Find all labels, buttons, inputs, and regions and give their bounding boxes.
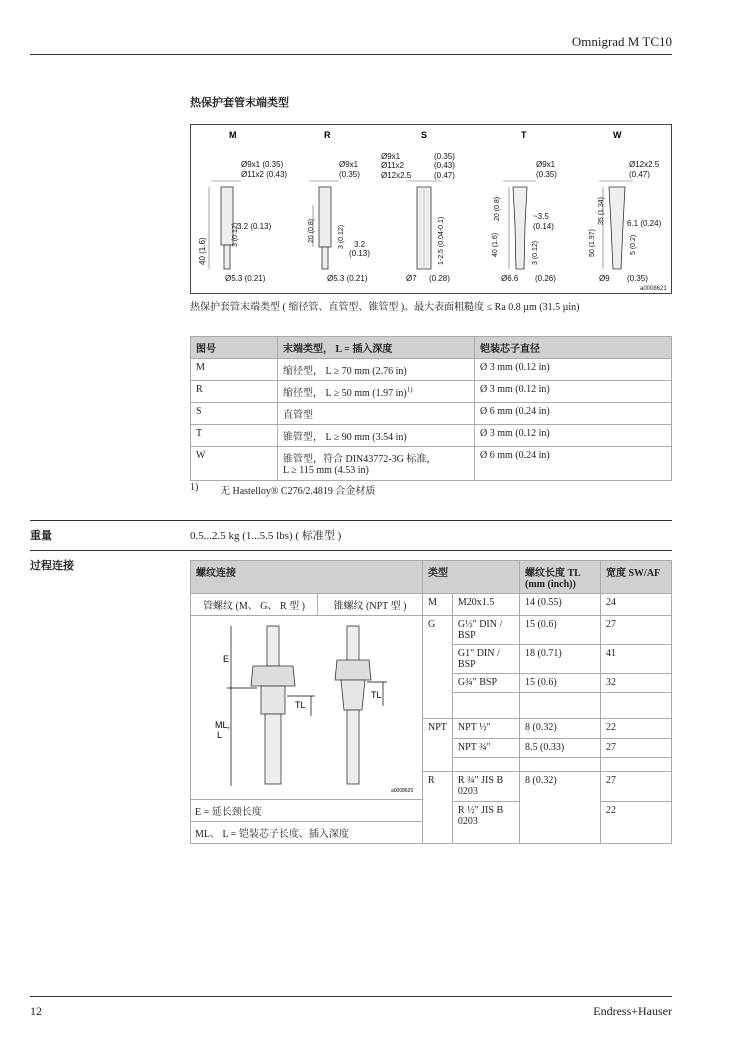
m-dim-tip: Ø5.3 (0.21) — [225, 274, 266, 283]
empty-cell — [520, 758, 601, 772]
brand-name: Endress+Hauser — [593, 1004, 672, 1018]
process-table — [190, 560, 672, 844]
empty-cell — [601, 693, 672, 719]
tip-dia: Ø 6 mm (0.24 in) — [475, 447, 672, 481]
tip-types-figure — [190, 124, 672, 294]
weight-value: 0.5...2.5 kg (1...5.5 lbs) ( 标准型 ) — [190, 530, 342, 542]
tip-type: 直管型 — [278, 403, 475, 425]
process-header-thread: 螺纹连接 — [191, 561, 423, 594]
header-rule — [30, 54, 672, 55]
w-dim-2: 35 (1.34) — [598, 196, 605, 225]
tip-type-cell — [278, 381, 475, 403]
fig-ml: ML, — [215, 720, 231, 730]
empty-cell — [601, 758, 672, 772]
thread-tl: 15 (0.6) — [520, 616, 601, 645]
tip-table — [190, 336, 672, 481]
process-figure-cell — [191, 616, 423, 844]
r-dim-tip: Ø5.3 (0.21) — [327, 274, 368, 283]
s-dim-4: 1-2.5 (0.04-0.1) — [438, 216, 445, 265]
tip-type: 锥管型， L ≥ 90 mm (3.54 in) — [278, 425, 475, 447]
thread-name: R ¾" JIS B 0203 — [452, 772, 519, 802]
s-dim-1: Ø9x1 — [381, 152, 401, 161]
t-dim-2: 20 (0.8) — [494, 196, 501, 221]
t-dim-5: 3 (0.12) — [532, 240, 539, 265]
tip-dia: Ø 3 mm (0.12 in) — [475, 425, 672, 447]
page-header-title: Omnigrad M TC10 — [571, 34, 672, 49]
tip-type: 缩径型， L ≥ 50 mm (1.97 in) — [283, 388, 407, 399]
thread-name: R ½" JIS B 0203 — [452, 802, 519, 844]
w-dim-3: 50 (1.97) — [589, 228, 596, 257]
thread-tl: 8 (0.32) — [520, 719, 601, 739]
r-dim-2: 20 (0.8) — [308, 218, 315, 243]
m-dim-3: 3.2 (0.13) — [237, 222, 272, 231]
empty-cell — [520, 693, 601, 719]
thread-sw: 27 — [601, 772, 672, 802]
weight-label: 重量 — [30, 530, 52, 542]
s-dim-tipb: (0.28) — [429, 274, 450, 283]
table-row — [191, 447, 672, 481]
thread-name: NPT ½" — [452, 719, 519, 739]
tip-dia: Ø 3 mm (0.12 in) — [475, 381, 672, 403]
t-dim-4: 40 (1.6) — [492, 232, 499, 257]
w-dim-tip: Ø9 — [599, 274, 610, 283]
s-val-2: (0.43) — [434, 161, 455, 170]
weight-rule — [30, 520, 672, 521]
thread-tl: 18 (0.71) — [520, 645, 601, 674]
tip-letter-t: T — [521, 130, 527, 140]
tip-letter-m: M — [229, 130, 237, 140]
tip-types-drawing — [191, 125, 671, 293]
tip-dia: Ø 6 mm (0.24 in) — [475, 403, 672, 425]
fig-e: E — [223, 654, 230, 664]
thread-sw: 27 — [601, 616, 672, 645]
tip-type: 锥管型，符合 DIN43772-3G 标准， — [283, 454, 437, 465]
tip-code: T — [191, 425, 278, 447]
s-dim-3: Ø12x2.5 — [381, 171, 412, 180]
thread-name: G¾" BSP — [452, 674, 519, 693]
thread-sw: 41 — [601, 645, 672, 674]
t-dim-tip: Ø6.6 — [501, 274, 519, 283]
m-dim-2: Ø11x2 (0.43) — [241, 170, 288, 179]
table-row — [191, 403, 672, 425]
legend-ml: ML、 L = 铠装芯子长度、插入深度 — [191, 821, 422, 843]
r-dim-3: 3 (0.12) — [338, 224, 345, 249]
m-dim-4: 3 (0.12) — [232, 222, 239, 247]
m-dim-1: Ø9x1 (0.35) — [241, 160, 284, 169]
thread-tl: 8.5 (0.33) — [520, 739, 601, 758]
pipe-thread-label: 管螺纹 (M、 G、 R 型 ) — [191, 594, 318, 616]
tip-code: S — [191, 403, 278, 425]
tip-type: 缩径型， L ≥ 70 mm (2.76 in) — [278, 359, 475, 381]
empty-cell — [452, 693, 519, 719]
t-dim-3b: (0.14) — [533, 222, 554, 231]
tip-table-header-code: 图号 — [191, 337, 278, 359]
thread-sw: 27 — [601, 739, 672, 758]
table-row — [191, 381, 672, 403]
s-val-1: (0.35) — [434, 152, 455, 161]
tip-type-line2: L ≥ 115 mm (4.53 in) — [283, 465, 369, 476]
empty-cell — [452, 758, 519, 772]
thread-tl: 15 (0.6) — [520, 674, 601, 693]
t-dim-3: ~3.5 — [533, 212, 549, 221]
section-title: 热保护套管末端类型 — [190, 97, 289, 109]
s-val-3: (0.47) — [434, 171, 455, 180]
fig-tl: TL — [295, 700, 306, 710]
w-dim-4: 6.1 (0.24) — [627, 219, 662, 228]
process-header-tl-unit: (mm (inch)) — [525, 579, 576, 590]
fig-tl-2: TL — [371, 690, 382, 700]
m-dim-len: 40 (1.6) — [198, 237, 207, 265]
thread-name: G1" DIN / BSP — [452, 645, 519, 674]
footnote-mark: 1) — [190, 482, 199, 493]
fig-code: a0008620 — [391, 788, 414, 794]
thread-tl: 14 (0.55) — [520, 594, 601, 616]
cone-thread-label: 锥螺纹 (NPT 型 ) — [318, 594, 423, 616]
thread-name: G½" DIN / BSP — [452, 616, 519, 645]
type-code: NPT — [423, 719, 453, 772]
tip-letter-s: S — [421, 130, 428, 140]
type-code: R — [423, 772, 453, 844]
s-dim-tip: Ø7 — [406, 274, 417, 283]
thread-name: NPT ¾" — [452, 739, 519, 758]
r-dim-1b: (0.35) — [339, 170, 360, 179]
t-dim-1: Ø9x1 — [536, 160, 556, 169]
footnote-text: 无 Hastelloy® C276/2.4819 合金材质 — [220, 486, 376, 497]
w-dim-1: Ø12x2.5 — [629, 160, 660, 169]
tip-letter-r: R — [324, 130, 331, 140]
thread-sw: 32 — [601, 674, 672, 693]
footnote-ref: 1) — [406, 385, 413, 394]
tip-table-header-type: 末端类型， L = 插入深度 — [278, 337, 475, 359]
figure-code: a0008621 — [640, 286, 667, 292]
thread-sw: 24 — [601, 594, 672, 616]
process-header-tl: 螺纹长度 TL — [525, 568, 581, 579]
r-dim-1: Ø9x1 — [339, 160, 359, 169]
tip-code: R — [191, 381, 278, 403]
process-header-tl-cell — [520, 561, 601, 594]
w-dim-tipb: (0.35) — [627, 274, 648, 283]
table-row — [191, 359, 672, 381]
legend-e: E = 延长颈长度 — [191, 799, 422, 821]
type-code: M — [423, 594, 453, 616]
thread-tl: 8 (0.32) — [520, 772, 601, 844]
w-dim-1b: (0.47) — [629, 170, 650, 179]
r-dim-4: 3.2 — [354, 240, 366, 249]
figure-caption: 热保护套管末端类型 ( 缩径管、直管型、锥管型 )。最大表面粗糙度 ≤ Ra 0.8 µm (31.5 µin) — [190, 302, 580, 313]
tip-dia: Ø 3 mm (0.12 in) — [475, 359, 672, 381]
footer-rule — [30, 996, 672, 997]
r-dim-5: (0.13) — [349, 249, 370, 258]
process-header-type: 类型 — [423, 561, 520, 594]
t-dim-1b: (0.35) — [536, 170, 557, 179]
process-label: 过程连接 — [30, 560, 74, 572]
thread-name: M20x1.5 — [452, 594, 519, 616]
thread-sw: 22 — [601, 719, 672, 739]
tip-letter-w: W — [613, 130, 622, 140]
fig-l: L — [217, 730, 223, 740]
tip-code: M — [191, 359, 278, 381]
s-dim-2: Ø11x2 — [381, 161, 404, 170]
process-drawing — [191, 616, 415, 796]
table-row — [191, 425, 672, 447]
process-header-sw: 宽度 SW/AF — [601, 561, 672, 594]
tip-code: W — [191, 447, 278, 481]
type-code: G — [423, 616, 453, 719]
page-number: 12 — [30, 1004, 42, 1018]
t-dim-tipb: (0.26) — [535, 274, 556, 283]
process-rule — [30, 550, 672, 551]
w-dim-5: 5 (0.2) — [630, 234, 637, 255]
thread-sw: 22 — [601, 802, 672, 844]
tip-type-cell — [278, 447, 475, 481]
tip-table-header-dia: 铠装芯子直径 — [475, 337, 672, 359]
